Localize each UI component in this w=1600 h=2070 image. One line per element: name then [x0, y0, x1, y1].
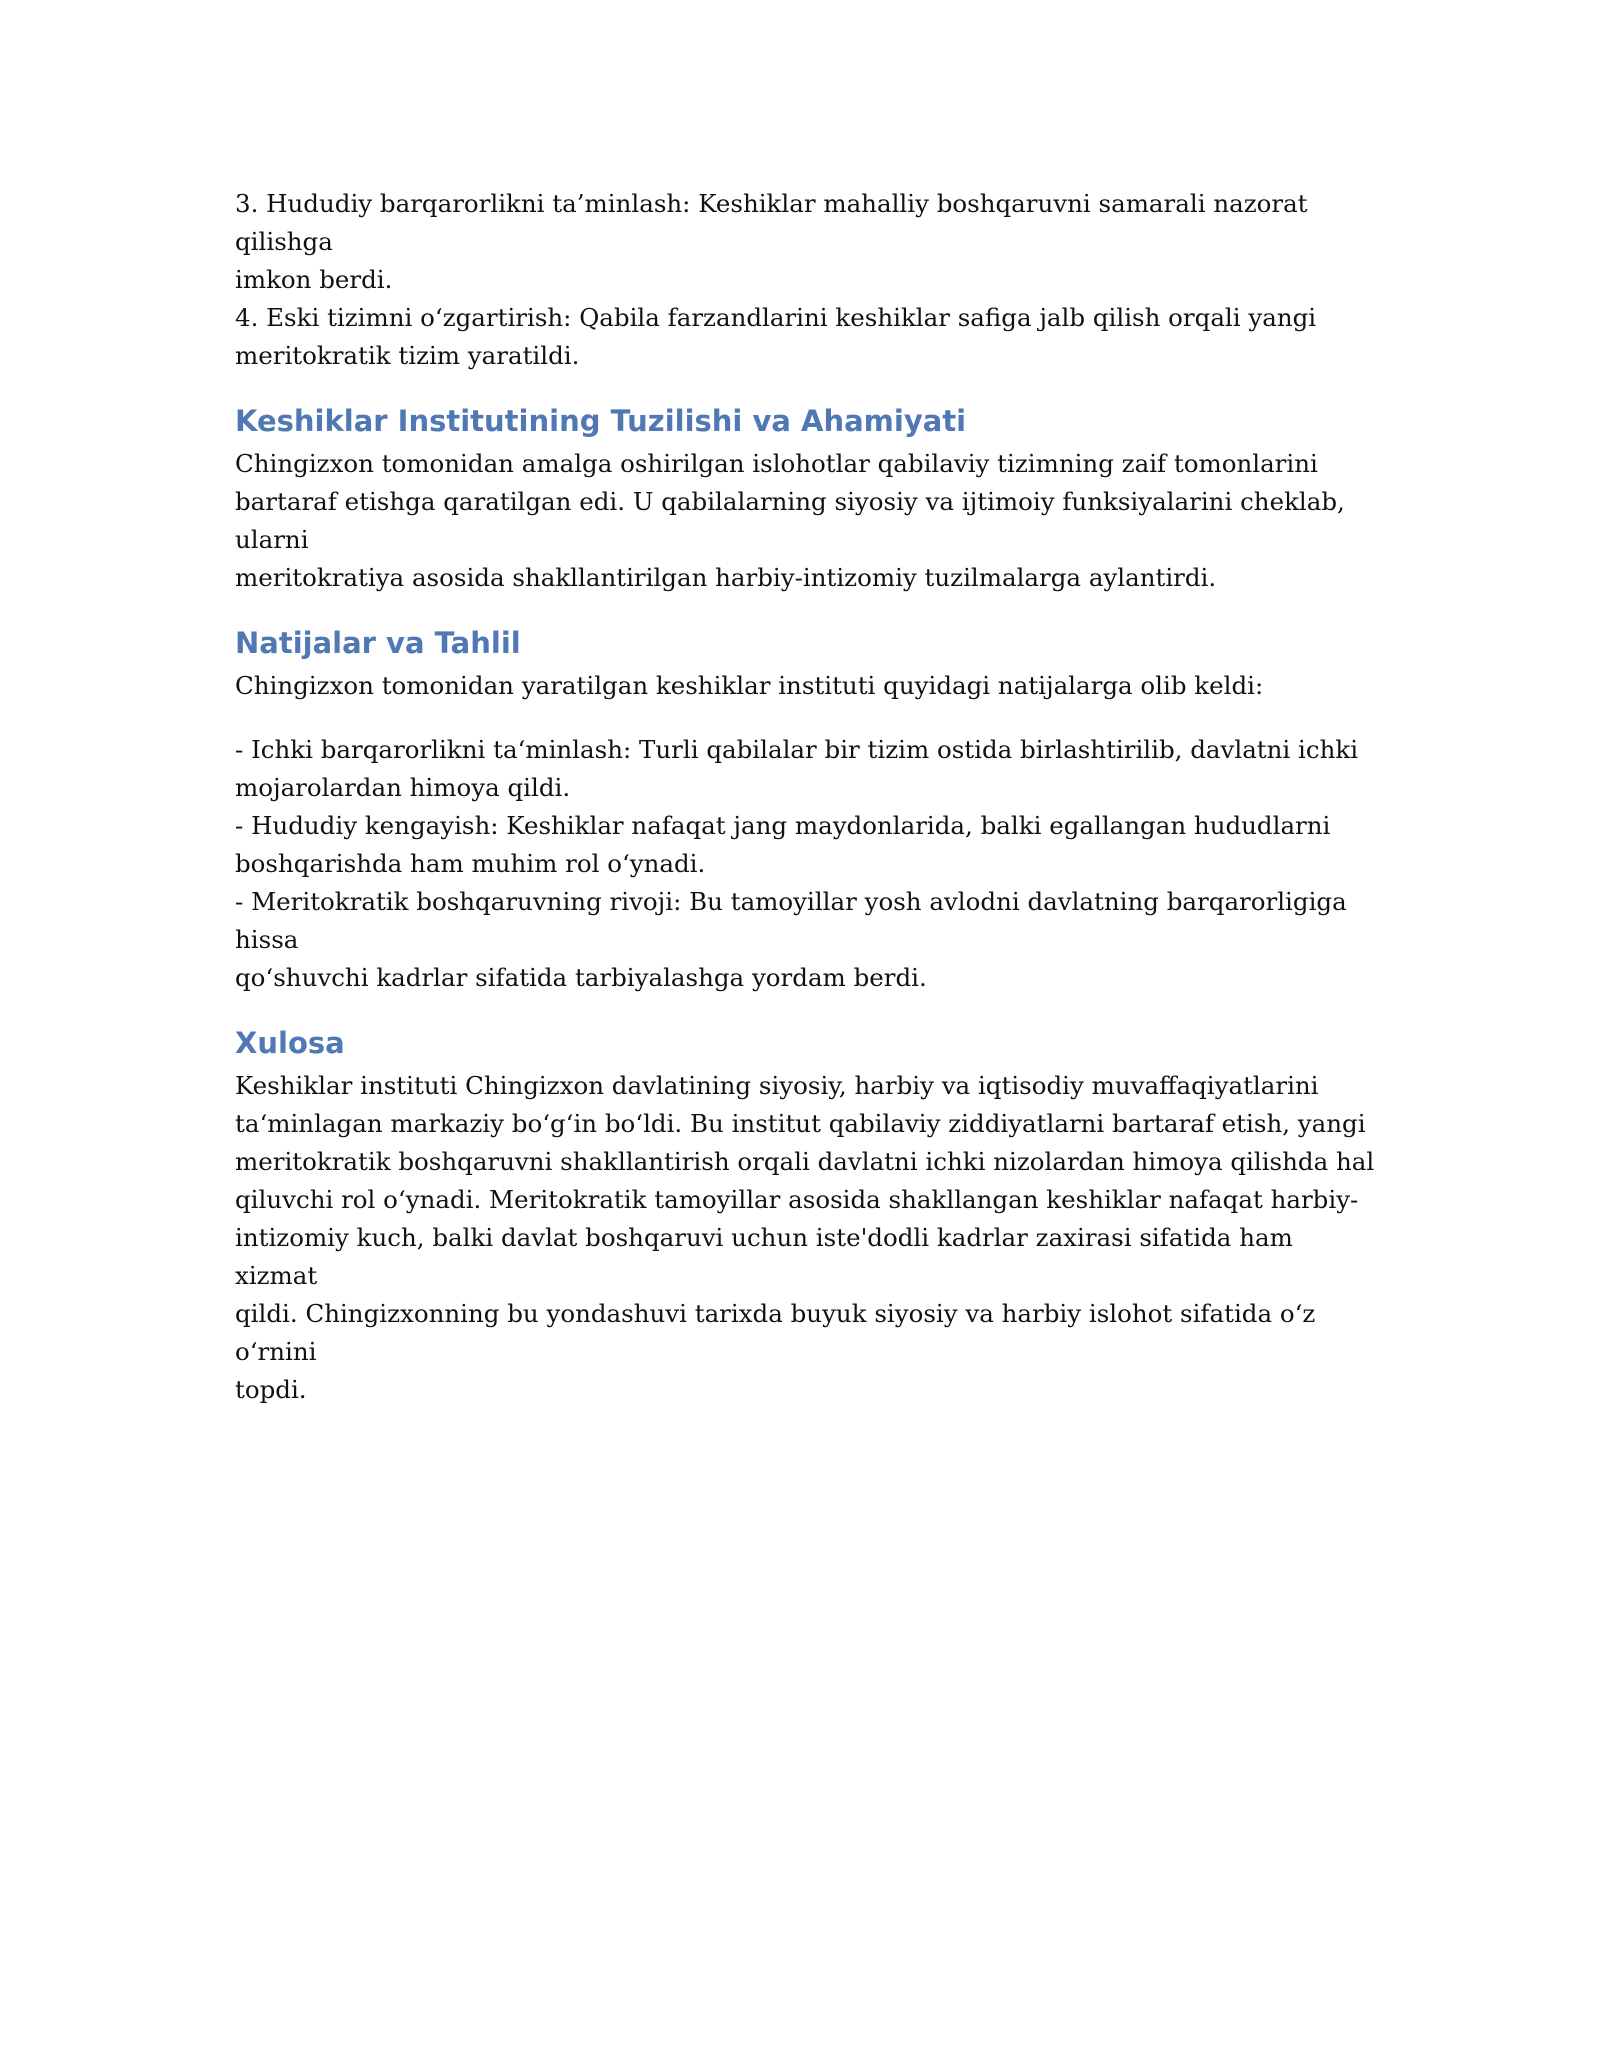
list-item-line: imkon berdi. [235, 265, 393, 294]
paragraph-line: bartaraf etishga qaratilgan edi. U qabilalarning siyosiy va ijtimoiy funksiyalarini cheklab, ularni [235, 487, 1345, 554]
list-item-line: mojarolardan himoya qildi. [235, 773, 571, 802]
section-heading: Keshiklar Institutining Tuzilishi va Ahamiyati [235, 404, 967, 438]
list-item-line: - Ichki barqarorlikni ta‘minlash: Turli qabilalar bir tizim ostida birlashtirilib, davlatni ichki [235, 735, 1359, 764]
paragraph-line: meritokratiya asosida shakllantirilgan harbiy-intizomiy tuzilmalarga aylantirdi. [235, 563, 1217, 592]
paragraph-line: intizomiy kuch, balki davlat boshqaruvi uchun iste'dodli kadrlar zaxirasi sifatida ham xizmat [235, 1223, 1293, 1290]
list-item-line: 4. Eski tizimni o‘zgartirish: Qabila farzandlarini keshiklar safiga jalb qilish orqali yangi [235, 303, 1317, 332]
paragraph-line: meritokratik boshqaruvni shakllantirish orqali davlatni ichki nizolardan himoya qilishda hal [235, 1147, 1375, 1176]
list-item-line: - Meritokratik boshqaruvning rivoji: Bu tamoyillar yosh avlodni davlatning barqarorligiga hissa [235, 887, 1347, 954]
section-conclusion [235, 1025, 1375, 1409]
section-structure [235, 403, 1375, 597]
paragraph-line: Chingizxon tomonidan amalga oshirilgan islohotlar qabilaviy tizimning zaif tomonlarini [235, 449, 1318, 478]
section-heading: Natijalar va Tahlil [235, 626, 521, 660]
section-results [235, 625, 1375, 997]
list-item-line: qo‘shuvchi kadrlar sifatida tarbiyalashga yordam berdi. [235, 963, 927, 992]
document-page [235, 185, 1375, 1437]
paragraph-line: qiluvchi rol o‘ynadi. Meritokratik tamoyillar asosida shakllangan keshiklar nafaqat harbiy- [235, 1185, 1359, 1214]
paragraph-line: qildi. Chingizxonning bu yondashuvi tarixda buyuk siyosiy va harbiy islohot sifatida o‘z o‘rnini [235, 1299, 1316, 1366]
list-item-line: meritokratik tizim yaratildi. [235, 341, 580, 370]
section-heading: Xulosa [235, 1026, 345, 1060]
paragraph-line: Keshiklar instituti Chingizxon davlatining siyosiy, harbiy va iqtisodiy muvaffaqiyatlarini [235, 1071, 1319, 1100]
intro-list [235, 185, 1375, 375]
paragraph-line: Chingizxon tomonidan yaratilgan keshiklar instituti quyidagi natijalarga olib keldi: [235, 671, 1264, 700]
list-item-line: 3. Hududiy barqarorlikni ta’minlash: Keshiklar mahalliy boshqaruvni samarali nazorat qilishga [235, 189, 1308, 256]
list-item-line: boshqarishda ham muhim rol o‘ynadi. [235, 849, 706, 878]
paragraph-line: topdi. [235, 1375, 307, 1404]
list-item-line: - Hududiy kengayish: Keshiklar nafaqat jang maydonlarida, balki egallangan hududlarni [235, 811, 1331, 840]
paragraph-line: ta‘minlagan markaziy bo‘g‘in bo‘ldi. Bu institut qabilaviy ziddiyatlarni bartaraf etish, yangi [235, 1109, 1366, 1138]
